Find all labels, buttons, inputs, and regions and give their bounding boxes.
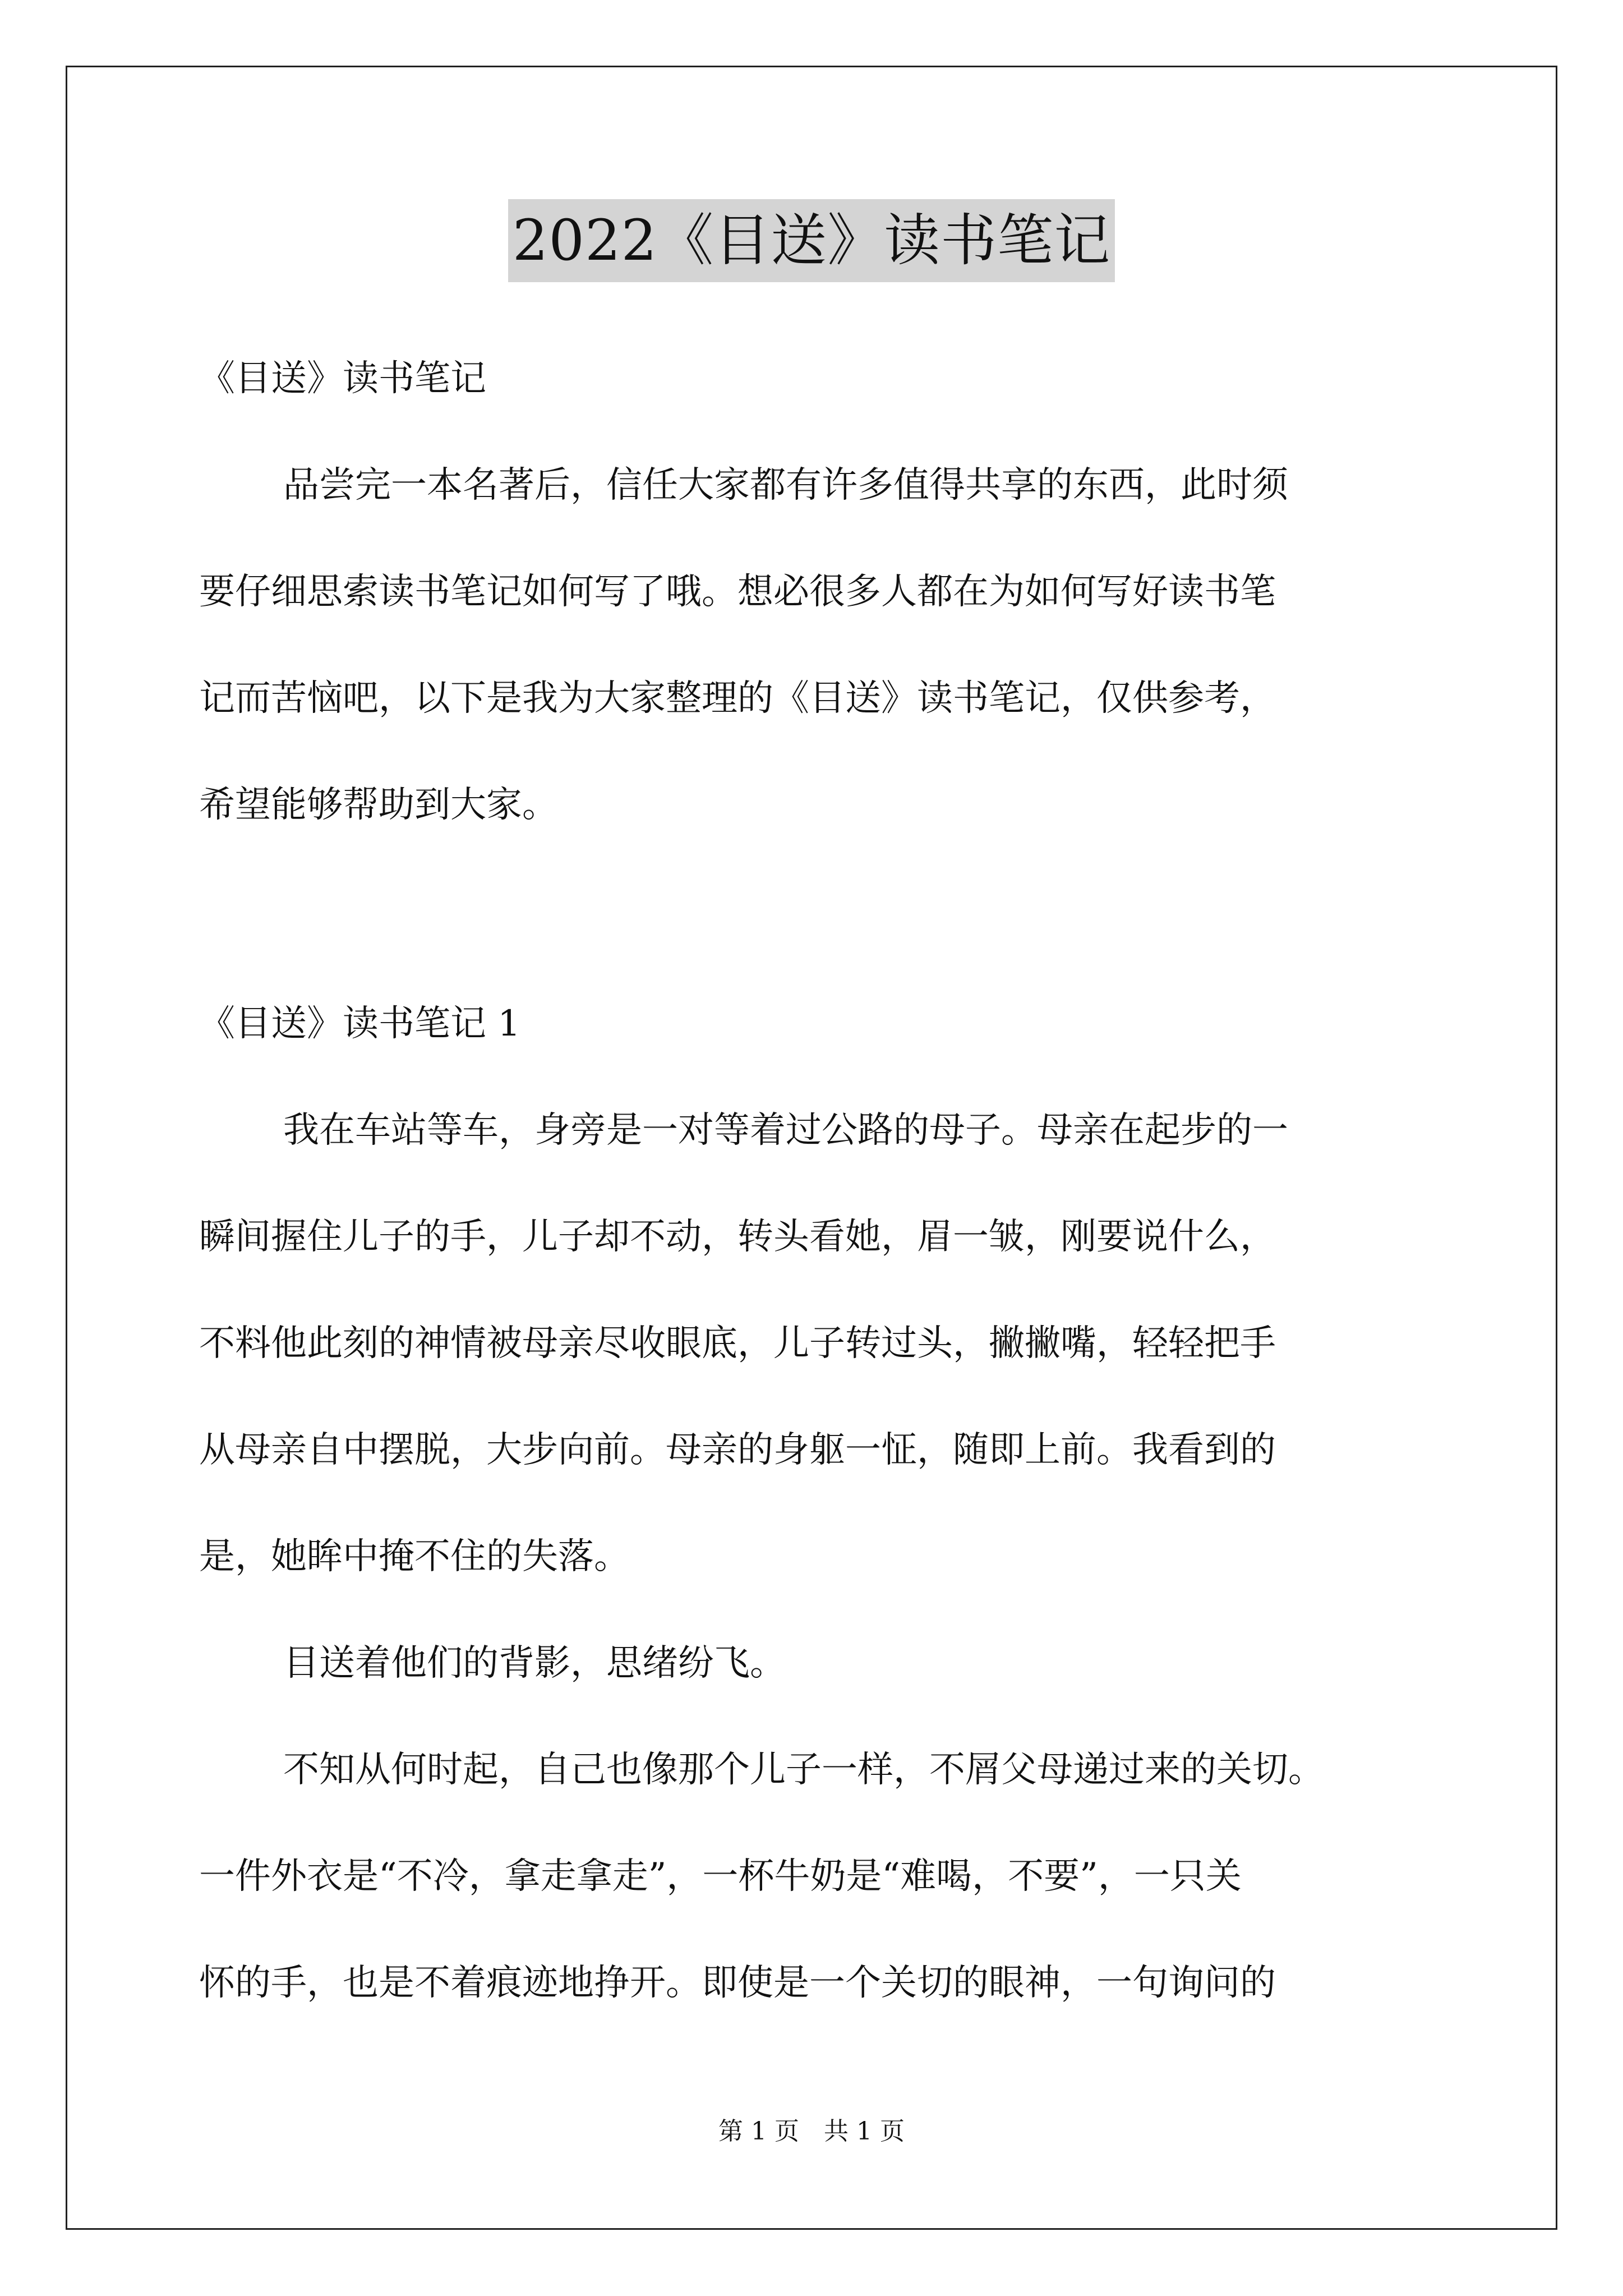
paragraph-line: 一件外衣是“不冷，拿走拿走”，一杯牛奶是“难喝，不要”，一只关 (199, 1856, 1242, 1897)
page-footer: 第 1 页 共 1 页 (718, 2117, 905, 2146)
paragraph-line: 瞬间握住儿子的手，儿子却不动，转头看她，眉一皱，刚要说什么， (199, 1216, 1276, 1258)
paragraph-line: 是，她眸中掩不住的失落。 (199, 1536, 630, 1577)
section-heading: 《目送》读书笔记 1 (199, 1003, 521, 1045)
document-title: 2022《目送》读书笔记 (508, 199, 1115, 282)
intro-line: 要仔细思索读书笔记如何写了哦。想必很多人都在为如何写好读书笔 (199, 571, 1276, 613)
paragraph-line: 不料他此刻的神情被母亲尽收眼底，儿子转过头，撇撇嘴，轻轻把手 (199, 1323, 1276, 1364)
section-heading: 《目送》读书笔记 (199, 358, 486, 399)
paragraph-line: 我在车站等车，身旁是一对等着过公路的母子。母亲在起步的一 (283, 1110, 1288, 1151)
title-container (0, 199, 1623, 282)
paragraph-line: 不知从何时起，自己也像那个儿子一样，不屑父母递过来的关切。 (283, 1749, 1324, 1791)
intro-line: 品尝完一本名著后，信任大家都有许多值得共享的东西，此时须 (283, 464, 1288, 506)
intro-line: 希望能够帮助到大家。 (199, 784, 558, 826)
paragraph-line: 从母亲自中摆脱，大步向前。母亲的身躯一怔，随即上前。我看到的 (199, 1429, 1276, 1471)
paragraph-line: 怀的手，也是不着痕迹地挣开。即使是一个关切的眼神，一句询问的 (199, 1962, 1276, 2004)
intro-line: 记而苦恼吧，以下是我为大家整理的《目送》读书笔记，仅供参考， (199, 678, 1276, 719)
paragraph-line: 目送着他们的背影，思绪纷飞。 (283, 1642, 786, 1684)
